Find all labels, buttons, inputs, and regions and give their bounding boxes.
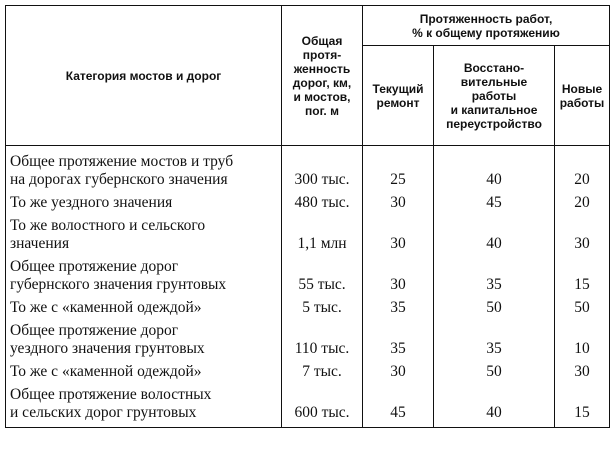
header-line: и мостов,: [293, 89, 351, 104]
table-row: [6, 258, 610, 299]
category-line: значения: [10, 235, 70, 252]
length-cell: 600 тыс.: [282, 386, 363, 428]
header-line: переустройство: [446, 116, 542, 131]
current-repair-cell: 45: [363, 386, 434, 428]
restoration-cell: 35: [434, 322, 555, 363]
restoration-header: [434, 46, 555, 146]
new-works-cell: 30: [555, 217, 610, 258]
header-line: Общая: [301, 33, 343, 48]
length-cell: 7 тыс.: [282, 363, 363, 386]
category-line: То же волостного и сельского: [10, 217, 206, 234]
table-row: [6, 322, 610, 363]
current-repair-cell: 30: [363, 363, 434, 386]
current-repair-header: [363, 46, 434, 146]
current-repair-cell: 30: [363, 217, 434, 258]
category-line: Общее протяжение волостных: [10, 386, 212, 403]
category-line: на дорогах губернского значения: [10, 171, 228, 188]
new-works-cell: 50: [555, 299, 610, 322]
restoration-cell: 40: [434, 146, 555, 195]
category-line: губернского значения грунтовых: [10, 276, 227, 293]
header-line: ремонт: [376, 95, 420, 110]
category-cell: [6, 322, 282, 363]
category-line: и сельских дорог грунтовых: [10, 404, 197, 421]
header-line: дорог, км,: [292, 75, 352, 90]
length-cell: 55 тыс.: [282, 258, 363, 299]
header-line: работы: [471, 88, 517, 103]
roads-bridges-table: [5, 5, 610, 428]
header-line: Новые: [561, 81, 603, 96]
current-repair-cell: 25: [363, 146, 434, 195]
table-row: [6, 363, 610, 386]
header-line: женность: [293, 61, 351, 76]
new-works-header: [555, 46, 610, 146]
current-repair-cell: 35: [363, 322, 434, 363]
new-works-cell: 15: [555, 258, 610, 299]
restoration-cell: 40: [434, 217, 555, 258]
category-line: Общее протяжение дорог: [10, 258, 179, 275]
header-line: вительные: [460, 74, 528, 89]
new-works-cell: 10: [555, 322, 610, 363]
restoration-cell: 40: [434, 386, 555, 428]
restoration-cell: 45: [434, 194, 555, 217]
table-body: [6, 146, 610, 428]
header-line: работы: [559, 95, 605, 110]
category-header: Категория мостов и дорог: [6, 6, 282, 146]
category-cell: [6, 217, 282, 258]
header-line: пог. м: [305, 103, 339, 118]
table-row: [6, 194, 610, 217]
restoration-cell: 50: [434, 363, 555, 386]
new-works-cell: 20: [555, 194, 610, 217]
current-repair-cell: 30: [363, 194, 434, 217]
current-repair-cell: 30: [363, 258, 434, 299]
header-line: Восстано-: [463, 60, 525, 75]
restoration-cell: 50: [434, 299, 555, 322]
category-cell: [6, 194, 282, 217]
category-cell: [6, 363, 282, 386]
header-line: протя-: [302, 47, 342, 62]
length-cell: 300 тыс.: [282, 146, 363, 195]
length-cell: 5 тыс.: [282, 299, 363, 322]
category-cell: [6, 258, 282, 299]
restoration-cell: 35: [434, 258, 555, 299]
length-cell: 110 тыс.: [282, 322, 363, 363]
category-cell: [6, 146, 282, 195]
header-line: Протяженность работ,: [419, 11, 553, 26]
header-line: Текущий: [372, 81, 424, 96]
new-works-cell: 30: [555, 363, 610, 386]
current-repair-cell: 35: [363, 299, 434, 322]
table-row: [6, 146, 610, 195]
category-line: То же с «каменной одеждой»: [10, 363, 202, 380]
length-header: [282, 6, 363, 146]
header-line: и капитальное: [450, 102, 538, 117]
category-line: Общее протяжение дорог: [10, 322, 179, 339]
category-cell: [6, 386, 282, 428]
length-cell: 1,1 млн: [282, 217, 363, 258]
table-row: [6, 299, 610, 322]
new-works-cell: 20: [555, 146, 610, 195]
category-line: уездного значения грунтовых: [10, 340, 205, 357]
table-row: [6, 386, 610, 428]
new-works-cell: 15: [555, 386, 610, 428]
length-cell: 480 тыс.: [282, 194, 363, 217]
category-line: Общее протяжение мостов и труб: [10, 153, 234, 170]
table-row: [6, 217, 610, 258]
work-length-group-header: [363, 6, 610, 46]
category-line: То же уездного значения: [10, 194, 173, 211]
category-cell: [6, 299, 282, 322]
category-line: То же с «каменной одеждой»: [10, 299, 202, 316]
table-header: [6, 6, 610, 146]
header-line: % к общему протяжению: [412, 25, 560, 40]
